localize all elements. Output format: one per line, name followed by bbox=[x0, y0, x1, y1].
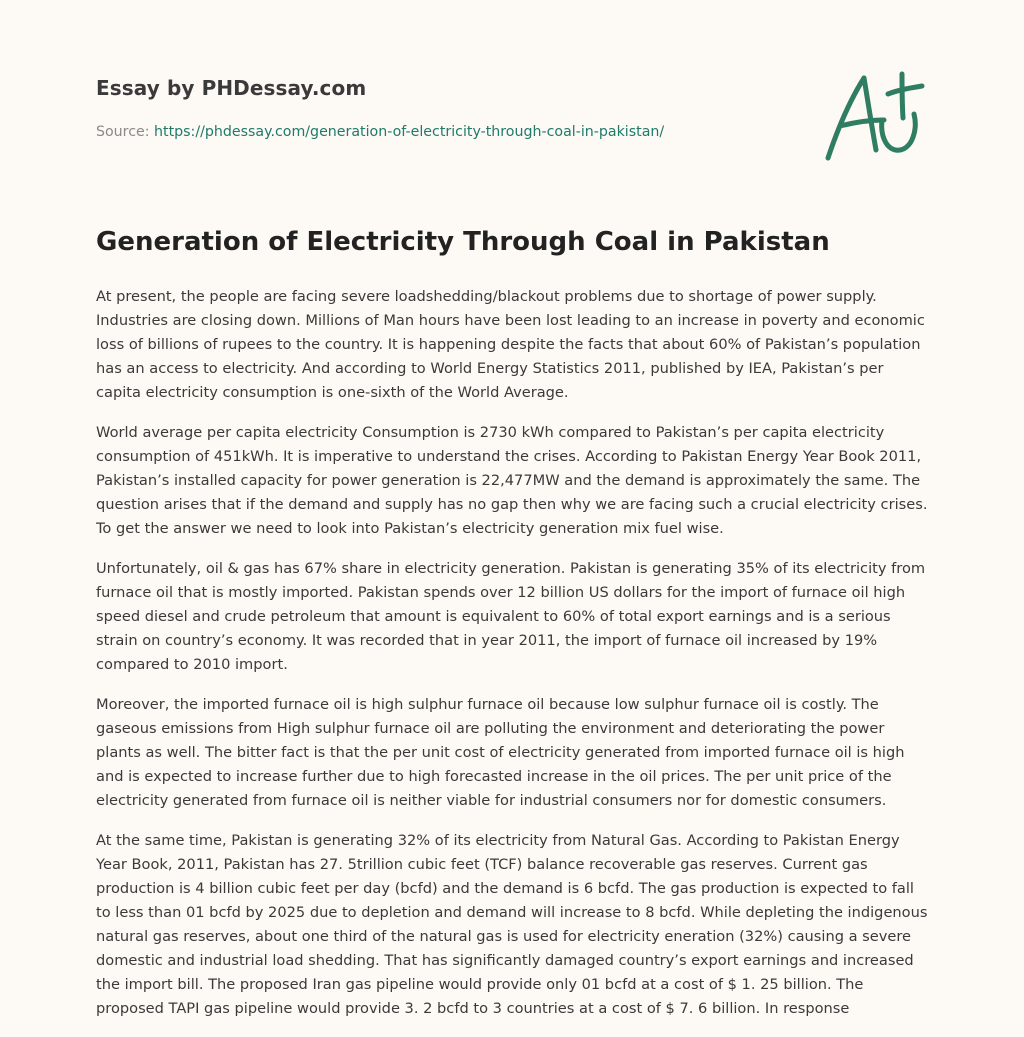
essay-paragraph: Unfortunately, oil & gas has 67% share in electricity generation. Pakistan is generating 35% of its electricity from furnace oil that is mostly imported. Pakistan spends over 12 billion US dollars for the import of furnace oil high speed diesel and crude petroleum that amount is equivalent to 60% of total export earnings and is a serious strain on country’s economy. It was recorded that in year 2011, the import of furnace oil increased by 19% compared to 2010 import. bbox=[96, 560, 926, 673]
source-line bbox=[96, 124, 664, 140]
a-plus-grade-icon-graphic bbox=[818, 66, 930, 166]
source-link[interactable]: https://phdessay.com/generation-of-electricity-through-coal-in-pakistan/ bbox=[154, 124, 665, 140]
essay-title: Generation of Electricity Through Coal in Pakistan bbox=[96, 227, 830, 257]
essay-paragraph: At the same time, Pakistan is generating 32% of its electricity from Natural Gas. According to Pakistan Energy Year Book, 2011, Pakistan has 27. 5trillion cubic feet (TCF) balance recoverable gas reserves. Current gas production is 4 billion cubic feet per day (bcfd) and the demand is 6 bcfd. The gas production is expected to fall to less than 01 bcfd by 2025 due to depletion and demand will increase to 8 bcfd. While depleting the indigenous natural gas reserves, about one third of the natural gas is used for electricity eneration (32%) causing a severe domestic and industrial load shedding. That has significantly damaged country’s export earnings and increased the import bill. The proposed Iran gas pipeline would provide only 01 bcfd at a cost of $ 1. 25 billion. The proposed TAPI gas pipeline would provide 3. 2 bcfd to 3 countries at a cost of $ 7. 6 billion. In response bbox=[96, 832, 928, 1017]
site-brand: Essay by PHDessay.com bbox=[96, 76, 367, 100]
essay-body bbox=[96, 285, 932, 1037]
a-plus-grade-icon bbox=[818, 66, 930, 166]
essay-paragraph: At present, the people are facing severe loadshedding/blackout problems due to shortage of power supply. Industries are closing down. Millions of Man hours have been lost leading to an increase in poverty and economic loss of billions of rupees to the country. It is happening despite the facts that about 60% of Pakistan’s population has an access to electricity. And according to World Energy Statistics 2011, published by IEA, Pakistan’s per capita electricity consumption is one-sixth of the World Average. bbox=[96, 288, 925, 401]
essay-paragraph: World average per capita electricity Consumption is 2730 kWh compared to Pakistan’s per capita electricity consumption of 451kWh. It is imperative to understand the crises. According to Pakistan Energy Year Book 2011, Pakistan’s installed capacity for power generation is 22,477MW and the demand is approximately the same. The question arises that if the demand and supply has no gap then why we are facing such a crucial electricity crises. To get the answer we need to look into Pakistan’s electricity generation mix fuel wise. bbox=[96, 424, 928, 537]
essay-paragraph: Moreover, the imported furnace oil is high sulphur furnace oil because low sulphur furnace oil is costly. The gaseous emissions from High sulphur furnace oil are polluting the environment and deteriorating the power plants as well. The bitter fact is that the per unit cost of electricity generated from imported furnace oil is high and is expected to increase further due to high forecasted increase in the oil prices. The per unit price of the electricity generated from furnace oil is neither viable for industrial consumers nor for domestic consumers. bbox=[96, 696, 905, 809]
source-label: Source: bbox=[96, 124, 155, 140]
